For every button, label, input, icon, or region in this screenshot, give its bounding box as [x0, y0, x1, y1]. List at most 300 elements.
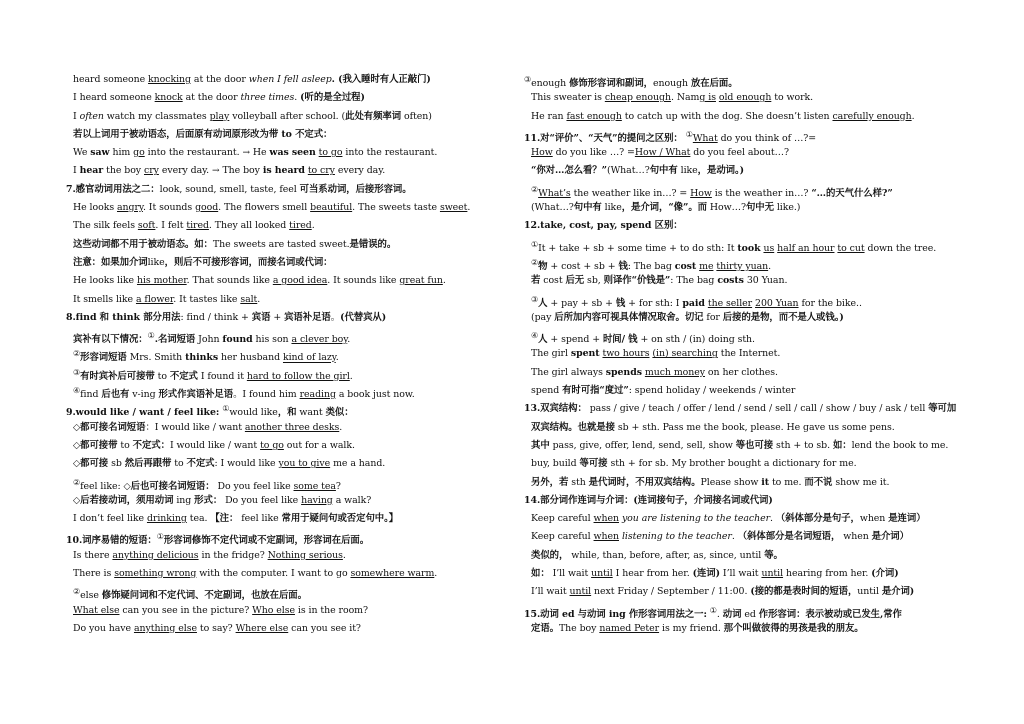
text-segment: sth + to sb. — [773, 439, 833, 451]
text-segment: 常用于疑问句或否定句中。】 — [281, 513, 399, 525]
text-segment: : The bag — [627, 261, 675, 273]
text-segment: 后接的是物，而不是人或钱。) — [722, 311, 844, 323]
text-line — [524, 364, 984, 382]
text-line — [66, 144, 506, 162]
text-segment: Keep careful — [531, 513, 594, 525]
text-segment: ，是动词。) — [697, 165, 744, 177]
item-number-marker: ② — [73, 477, 81, 487]
text-line — [66, 510, 506, 528]
text-segment: The girl always — [531, 366, 606, 378]
text-segment: ，则后不可接形容词，而接名词或代词： — [164, 256, 333, 268]
text-segment: . — [716, 608, 723, 620]
item-number-marker: ③ — [524, 75, 532, 84]
text-segment: you are listening to the teacher — [621, 513, 771, 525]
text-segment: heard someone — [73, 74, 149, 85]
text-segment: when I fell asleep — [248, 74, 332, 85]
text-segment: until — [569, 586, 592, 598]
text-line — [524, 602, 984, 620]
text-segment: anything else — [133, 622, 197, 634]
text-segment: to — [117, 439, 133, 451]
text-segment: + — [270, 311, 285, 323]
text-segment: is in the room? — [294, 604, 368, 616]
text-segment: ：I would like / want — [145, 421, 245, 433]
text-line — [524, 236, 984, 254]
text-line — [66, 364, 506, 382]
text-segment: ? — [335, 480, 341, 492]
text-line — [524, 565, 984, 583]
text-segment: when — [859, 513, 889, 525]
text-segment: ，和 — [277, 407, 297, 419]
text-segment: g is — [699, 92, 716, 104]
text-segment: cry — [144, 165, 159, 177]
arrow-glyph: → — [242, 148, 250, 159]
text-segment: . — [768, 261, 772, 273]
text-segment: 等。 — [764, 549, 783, 561]
text-segment: 修饰疑问词和不定代词、不定副词，也放在后面。 — [101, 590, 307, 602]
text-segment: . They all looked — [208, 220, 290, 232]
text-segment: 类似的， — [531, 549, 569, 561]
text-segment: 另外，若 — [531, 476, 569, 488]
text-segment: . Nam — [670, 92, 700, 104]
text-segment: 15.动词 ed 与动词 ing 作形容词用法之一: — [524, 608, 707, 620]
text-segment: can you see it? — [288, 622, 361, 634]
text-segment: sb + sth. Pass me the book, please. He gave us some pens. — [614, 421, 895, 433]
text-segment: 。 — [330, 311, 341, 323]
text-segment: 14.部分词作连词与介词：(连词接句子，介词接名词或代词) — [524, 494, 773, 506]
text-segment: at the door — [190, 74, 249, 85]
text-segment: sb — [108, 458, 125, 470]
text-segment: like — [147, 256, 165, 268]
text-line — [66, 89, 506, 107]
text-segment: 可当系动词，后接形容词。 — [299, 183, 412, 195]
text-segment: is the weather in…? — [711, 187, 812, 199]
text-segment: spent — [570, 348, 600, 360]
text-segment: 30 Yuan. — [743, 275, 788, 287]
text-segment: 形式作宾语补足语 — [158, 389, 234, 401]
text-segment: at the door — [182, 92, 241, 104]
text-line — [524, 291, 984, 309]
text-segment: . — [311, 220, 315, 232]
text-line — [66, 217, 506, 235]
text-line — [524, 144, 984, 162]
text-segment: volleyball after school. ( — [229, 110, 346, 122]
text-segment: great fun — [399, 275, 443, 287]
text-line — [524, 528, 984, 546]
text-segment: 后无 — [565, 275, 585, 287]
text-segment: 等可接 — [579, 458, 608, 470]
text-segment: 8.find 和 think 部分用法 — [66, 311, 181, 323]
text-segment: to cry — [307, 165, 335, 177]
text-segment: 若 — [531, 275, 541, 287]
text-segment: on her clothes. — [705, 366, 778, 378]
text-segment: feel like — [238, 513, 282, 525]
text-segment: (代替宾从) — [340, 311, 387, 323]
text-segment: another three desks — [244, 421, 340, 433]
text-segment: sb, — [584, 275, 604, 287]
text-segment: 形容词短语 — [80, 352, 127, 364]
text-segment: thinks — [185, 352, 219, 364]
text-segment: 是连词） — [888, 513, 926, 525]
text-segment: ing — [173, 494, 195, 506]
text-segment: him — [109, 147, 134, 159]
text-line — [524, 199, 984, 217]
text-segment: Please show — [700, 476, 762, 488]
text-segment: 人 — [538, 334, 548, 346]
text-segment: found — [222, 334, 253, 346]
text-segment: 11.对“评价”、“天气”的提问之区别： — [524, 133, 683, 145]
text-segment: hard to follow the girl — [246, 370, 350, 382]
text-segment: What — [692, 133, 718, 145]
text-line — [524, 108, 984, 126]
text-line — [524, 455, 984, 473]
left-column — [66, 71, 506, 638]
text-segment: a good idea — [272, 275, 328, 287]
text-line — [66, 272, 506, 290]
text-segment: something wrong — [114, 568, 197, 580]
text-segment: I would like / want — [169, 439, 261, 451]
text-line — [66, 309, 506, 327]
text-segment: 后也有 — [101, 389, 130, 401]
text-segment: until — [761, 568, 784, 580]
text-segment: + pay + sb + — [547, 297, 616, 309]
text-segment: his mother — [136, 275, 187, 287]
text-segment: 动词 — [722, 608, 742, 620]
text-line — [66, 236, 506, 254]
text-line — [66, 291, 506, 309]
item-number-marker: ① — [156, 532, 164, 542]
text-segment: a book just now. — [335, 389, 415, 401]
text-segment: How…? — [707, 202, 746, 214]
text-segment: enough — [653, 78, 691, 90]
text-segment: He looks like — [73, 275, 137, 287]
text-segment: ◇后也可接名词短语： — [123, 480, 215, 492]
text-segment: watch my classmates — [103, 110, 210, 122]
text-segment: to go — [260, 439, 284, 451]
text-line — [66, 400, 506, 418]
text-segment: tired — [186, 220, 209, 232]
text-segment: ◇都可接带 — [73, 439, 118, 451]
text-segment: John — [195, 334, 223, 346]
text-line — [66, 382, 506, 400]
text-segment: (pay — [531, 311, 555, 323]
text-segment: when — [593, 513, 619, 525]
text-segment: 10.词序易错的短语： — [66, 535, 157, 547]
text-segment: the boy — [103, 165, 144, 177]
text-segment: want — [296, 407, 326, 419]
text-segment: There is — [73, 568, 115, 580]
text-segment: 后所加内容可视具体情况取舍。切记 — [554, 311, 704, 323]
text-segment: v-ing — [129, 389, 159, 401]
text-segment: a flower — [135, 293, 174, 305]
text-segment: it — [761, 476, 770, 488]
text-segment: 若以上词用于被动语态，后面原有动词原形改为带 to 不定式： — [73, 128, 333, 140]
text-segment: knocking — [148, 74, 191, 85]
text-segment: I don’t feel like — [73, 513, 147, 525]
text-segment: 时间/ 钱 — [602, 334, 638, 346]
text-line — [66, 108, 506, 126]
text-segment: sth — [568, 476, 589, 488]
text-segment: How / What — [634, 147, 691, 159]
arrow-glyph: → — [212, 166, 220, 177]
text-segment: 不定式 — [186, 458, 215, 470]
text-line — [66, 455, 506, 473]
text-segment: 句中无 — [745, 202, 774, 214]
text-segment: 钱 — [615, 297, 626, 309]
text-segment: often) — [401, 110, 432, 122]
text-segment: drinking — [146, 513, 187, 525]
text-segment: to work. — [771, 92, 814, 104]
text-segment: thirty yuan — [716, 261, 769, 273]
text-segment: hearing from her. — [783, 568, 872, 580]
text-segment: 这些动词都不用于被动语态。如： — [73, 238, 213, 250]
text-line — [66, 565, 506, 583]
text-segment: . It tastes like — [173, 293, 241, 305]
text-segment: beautiful — [310, 202, 353, 214]
text-segment: play — [209, 110, 230, 122]
text-segment: good — [195, 202, 219, 214]
text-segment: do you like …? = — [552, 147, 635, 159]
item-number-marker: ① — [531, 239, 539, 249]
text-segment: to say? — [196, 622, 236, 634]
text-segment: . It sounds like — [327, 275, 400, 287]
text-line — [66, 162, 506, 180]
text-segment: . — [347, 334, 351, 346]
text-segment: (听的是全过程) — [300, 92, 365, 104]
text-segment: (接的都是表时间的短语， — [750, 586, 858, 598]
text-line — [524, 547, 984, 565]
text-segment: I’ll wait — [549, 568, 592, 580]
text-segment: like — [601, 202, 622, 214]
text-line — [524, 620, 984, 638]
text-line — [524, 583, 984, 601]
text-segment: “你对…怎么看？” — [531, 165, 607, 177]
text-segment: Nothing serious — [267, 549, 343, 561]
text-segment: can you see in the picture? — [119, 604, 253, 616]
text-segment: pass, give, offer, lend, send, sell, show — [549, 439, 736, 451]
text-segment: go — [133, 147, 145, 159]
text-segment: find — [80, 389, 102, 401]
text-segment: The silk feels — [73, 220, 138, 232]
text-line — [66, 528, 506, 546]
text-segment: The boy — [219, 165, 263, 177]
text-segment: with the computer. I want to go — [196, 568, 351, 580]
text-line — [524, 272, 984, 290]
text-segment: 12.take, cost, pay, spend 区别： — [524, 220, 683, 232]
text-segment: 此处有频率词 — [345, 110, 402, 122]
text-segment: like — [677, 165, 698, 177]
text-segment: 而不说 — [804, 476, 833, 488]
text-line — [524, 474, 984, 492]
text-segment: Keep careful — [531, 531, 594, 543]
text-segment: soft — [137, 220, 156, 232]
text-segment: costs — [717, 275, 744, 287]
text-segment: 形容词修饰不定代词或不定副词，形容词在后面。 — [163, 535, 370, 547]
text-segment: reading — [299, 389, 336, 401]
text-segment: . — [442, 275, 446, 287]
text-segment: her husband — [218, 352, 283, 364]
item-number-marker: ② — [531, 257, 539, 267]
text-segment: out for a walk. — [283, 439, 355, 451]
text-segment: Where else — [235, 622, 289, 634]
text-line — [524, 419, 984, 437]
text-segment: tired — [289, 220, 312, 232]
text-segment: in the fridge? — [198, 549, 268, 561]
text-segment: . I felt — [155, 220, 187, 232]
text-segment: 。I found him — [233, 389, 300, 401]
text-segment: 然后再跟带 — [124, 458, 172, 470]
text-segment: like.) — [773, 202, 801, 214]
text-segment: How — [690, 187, 712, 199]
text-segment: carefully enough — [832, 110, 912, 122]
text-segment: knock — [154, 92, 183, 104]
text-segment: 有时宾补后可接带 — [80, 370, 155, 382]
text-segment: 9.would like / want / feel like: — [66, 407, 220, 419]
text-segment: us — [763, 242, 775, 254]
text-segment: fast enough — [566, 110, 622, 122]
text-segment: . — [339, 421, 343, 433]
text-segment: spends — [605, 366, 642, 378]
text-segment: + spend + — [547, 334, 603, 346]
text-segment: “…的天气什么样?” — [811, 187, 893, 199]
text-segment: 双宾结构。也就是接 — [531, 421, 615, 433]
text-segment: lend the book to me. — [851, 439, 949, 451]
text-segment: was seen — [269, 147, 316, 159]
text-line — [66, 419, 506, 437]
text-segment: I heard someone — [73, 92, 155, 104]
text-segment: (连词) — [692, 568, 720, 580]
text-segment: 类似： — [325, 407, 354, 419]
text-segment: to — [171, 458, 187, 470]
text-segment: The sweets are tasted sweet. — [212, 238, 350, 250]
item-number-marker: ① — [709, 605, 717, 615]
text-segment: . — [342, 549, 346, 561]
text-segment: ◇后若接动词，须用动词 — [73, 494, 174, 506]
text-segment: next Friday / September / 11:00. — [591, 586, 751, 598]
text-segment: enough — [531, 78, 570, 90]
text-segment: (介词) — [871, 568, 899, 580]
text-line — [524, 89, 984, 107]
text-line — [66, 345, 506, 363]
text-segment: to go — [318, 147, 343, 159]
item-number-marker: ④ — [531, 331, 539, 341]
text-segment: three times — [240, 92, 295, 104]
item-number-marker: ① — [147, 331, 155, 341]
text-segment: 那个叫做彼得的男孩是我的朋友。 — [723, 622, 864, 634]
text-segment: (What…? — [531, 202, 574, 214]
text-segment: It + take + sb + some time + to do sth: It — [538, 242, 738, 254]
text-segment: me a hand. — [330, 458, 386, 470]
text-segment: saw — [90, 147, 110, 159]
text-segment: 其中 — [531, 439, 550, 451]
text-segment: 物 — [538, 261, 548, 273]
text-segment: （斜体部分是名词短语， — [737, 531, 841, 543]
text-line — [524, 181, 984, 199]
text-segment: ed — [741, 608, 759, 620]
text-segment: 不定式： — [132, 439, 170, 451]
text-line — [66, 474, 506, 492]
text-line — [66, 199, 506, 217]
text-segment: ◇都可接 — [73, 458, 109, 470]
text-segment: listening to the teacher — [621, 531, 732, 543]
text-segment: 是错误的。 — [349, 238, 397, 250]
text-segment: : I would like — [214, 458, 279, 470]
text-segment: : The bag — [670, 275, 718, 287]
text-line — [524, 345, 984, 363]
text-segment: Mrs. Smith — [126, 352, 186, 364]
text-segment: 句中有 — [649, 165, 678, 177]
text-segment: ，是介词，“像”。而 — [621, 202, 707, 214]
text-segment: two hours — [602, 348, 650, 360]
text-segment: It smells like — [73, 293, 136, 305]
text-segment: + cost + sb + — [547, 261, 619, 273]
text-segment: 是介词) — [881, 586, 915, 598]
text-segment: pass / give / teach / offer / lend / send / sell / call / show / buy / ask / tell — [586, 403, 929, 415]
text-segment: . — [257, 293, 261, 305]
text-segment: . — [335, 352, 339, 364]
text-segment: . — [770, 513, 776, 525]
text-segment: down the tree. — [864, 242, 937, 254]
text-segment: How — [531, 147, 553, 159]
text-segment: 不定式 — [169, 370, 198, 382]
text-segment: 修饰形容词和副词， — [569, 78, 653, 90]
text-segment: spend — [531, 385, 563, 397]
text-line — [524, 71, 984, 89]
text-segment: 7.感官动词用法之二： — [66, 183, 160, 195]
text-line — [524, 309, 984, 327]
text-line — [66, 602, 506, 620]
text-segment: sweet — [439, 202, 468, 214]
text-segment: to — [154, 370, 170, 382]
text-segment: do you think of …?= — [717, 133, 817, 145]
text-segment: . It sounds — [142, 202, 196, 214]
text-segment: I found it — [197, 370, 247, 382]
text-line — [66, 437, 506, 455]
text-line — [66, 181, 506, 199]
text-segment: I — [73, 110, 80, 122]
text-segment: having — [301, 494, 333, 506]
text-segment: a walk? — [332, 494, 372, 506]
text-segment: . — [731, 531, 738, 543]
text-line — [66, 492, 506, 510]
text-segment: to cut — [837, 242, 865, 254]
text-segment: . The flowers smell — [218, 202, 311, 214]
text-line — [66, 254, 506, 272]
text-segment: some tea — [293, 480, 336, 492]
text-segment: would like — [229, 407, 278, 419]
text-segment: 钱 — [618, 261, 628, 273]
text-segment: The girl — [531, 348, 571, 360]
text-segment: 作形容词：表示被动或已发生,常作 — [758, 608, 902, 620]
text-segment: .名词短语 — [154, 334, 196, 346]
text-segment: I’ll wait — [531, 586, 570, 598]
text-segment: We — [73, 147, 91, 159]
text-segment: ◇都可接名词短语 — [73, 421, 146, 433]
text-segment: angry — [117, 202, 143, 214]
text-segment: Do you feel like — [222, 494, 302, 506]
text-segment: The boy — [558, 622, 600, 634]
text-segment: 形式： — [194, 494, 223, 506]
text-line — [66, 583, 506, 601]
text-segment: a clever boy — [291, 334, 348, 346]
text-line — [66, 547, 506, 565]
text-segment: 有时可指“度过” — [562, 385, 629, 397]
text-segment: every day. — [158, 165, 213, 177]
text-segment: feel like: — [80, 480, 124, 492]
text-segment: 宾语补足语 — [284, 311, 331, 323]
text-line — [524, 492, 984, 510]
text-segment: I’ll wait — [720, 568, 762, 580]
text-line — [524, 400, 984, 418]
